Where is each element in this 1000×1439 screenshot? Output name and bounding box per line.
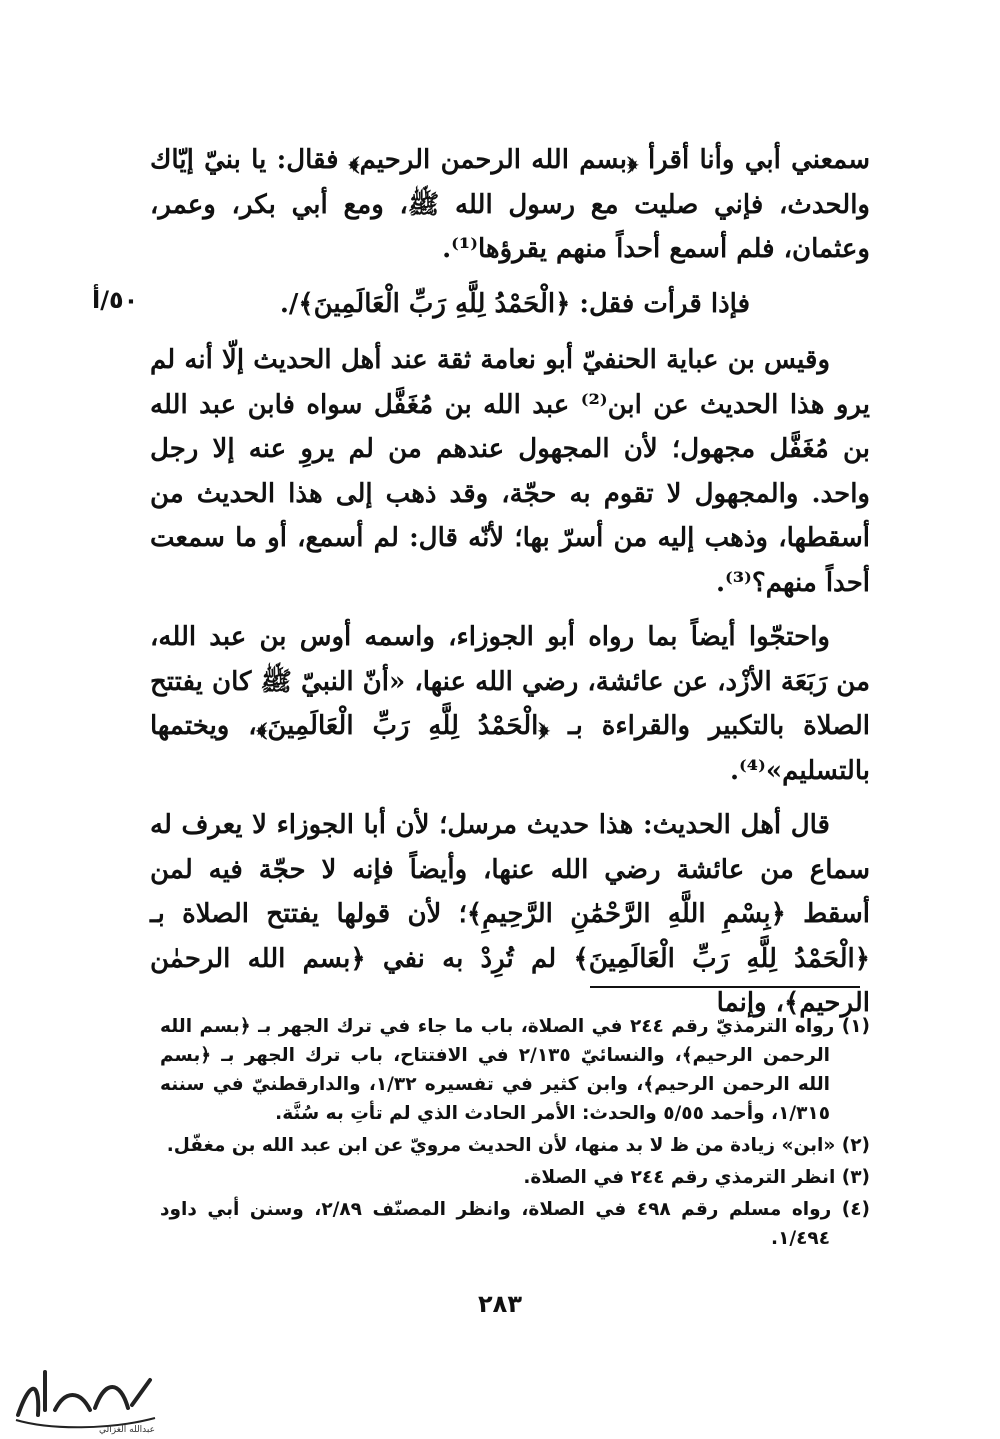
folio-margin-note: ٥٠/أ [92,286,139,314]
footnote-2: (٢) «ابن» زيادة من ظ لا بد منها، لأن الحديث مرويّ عن ابن عبد الله بن مغفّل. [166,1135,870,1156]
page-number: ٢٨٣ [478,1290,522,1318]
paragraph-3: وقيس بن عباية الحنفيّ أبو نعامة ثقة عند أهل الحديث إلّا أنه لم يرو هذا الحديث عن ابن⁽²⁾ عبد الله بن مُغَفَّل سواه فابن عبد الله بن مُغَفَّل مجهول؛ لأن المجهول عندهم من لم يروِ عنه إلا رجل واحد. والمجهول لا تقوم به حجّة، وقد ذهب إلى هذا الحديث من أسقطها، وذهب إليه من أسرّ بها؛ لأنّه قال: لم أسمع، أو ما سمعت أحداً منهم؟⁽³⁾. [150,345,870,598]
footnote-1: (١) رواه الترمذيّ رقم ٢٤٤ في الصلاة، باب ما جاء في ترك الجهر بـ ﴿بسم الله الرحمن الرحيم﴾، والنسائيّ ٢/١٣٥ في الافتتاح، باب ترك الجهر بـ ﴿بسم الله الرحمن الرحيم﴾، وابن كثير في تفسيره ١/٣٢، والدارقطنيّ في سننه ١/٣١٥، وأحمد ٥/٥٥ والحدث: الأمر الحادث الذي لم تأتِ به سُنَّة. [160,1016,870,1124]
main-text [150,138,870,1036]
calligraphy-logo [10,1360,160,1435]
paragraph-4: واحتجّوا أيضاً بما رواه أبو الجوزاء، واسمه أوس بن عبد الله، من رَبَعَة الأزْد، عن عائشة، رضي الله عنها، «أنّ النبيّ ﷺ كان يفتتح الصلاة بالتكبير والقراءة بـ ﴿الْحَمْدُ لِلَّهِ رَبِّ الْعَالَمِينَ﴾، ويختمها بالتسليم»⁽⁴⁾. [150,622,870,786]
footnote-separator [590,986,860,988]
logo-subtext: عبدالله الغزالي [98,1425,155,1435]
footnote-3: (٣) انظر الترمذي رقم ٢٤٤ في الصلاة. [523,1167,870,1188]
footnote-4: (٤) رواه مسلم رقم ٤٩٨ في الصلاة، وانظر المصنّف ٢/٨٩، وسنن أبي داود ١/٤٩٤. [160,1199,870,1249]
paragraph-1: سمعني أبي وأنا أقرأ ﴿بسم الله الرحمن الرحيم﴾ فقال: يا بنيّ إيّاك والحدث، فإني صليت مع رسول الله ﷺ، ومع أبي بكر، وعمر، وعثمان، فلم أسمع أحداً منهم يقرؤها⁽¹⁾. [150,145,870,264]
footnotes [160,1012,870,1256]
paragraph-5: قال أهل الحديث: هذا حديث مرسل؛ لأن أبا الجوزاء لا يعرف له سماع من عائشة رضي الله عنها، وأيضاً فإنه لا حجّة فيه لمن أسقط ﴿بِسْمِ اللَّهِ الرَّحْمَٰنِ الرَّحِيمِ﴾؛ لأن قولها يفتتح الصلاة بـ ﴿الْحَمْدُ لِلَّهِ رَبِّ الْعَالَمِينَ﴾ لم تُرِدْ به نفي ﴿بسم الله الرحمٰن الرحيم﴾، وإنما [150,810,870,1018]
paragraph-2: فإذا قرأت فقل: ﴿الْحَمْدُ لِلَّهِ رَبِّ الْعَالَمِينَ﴾/. [279,288,750,319]
